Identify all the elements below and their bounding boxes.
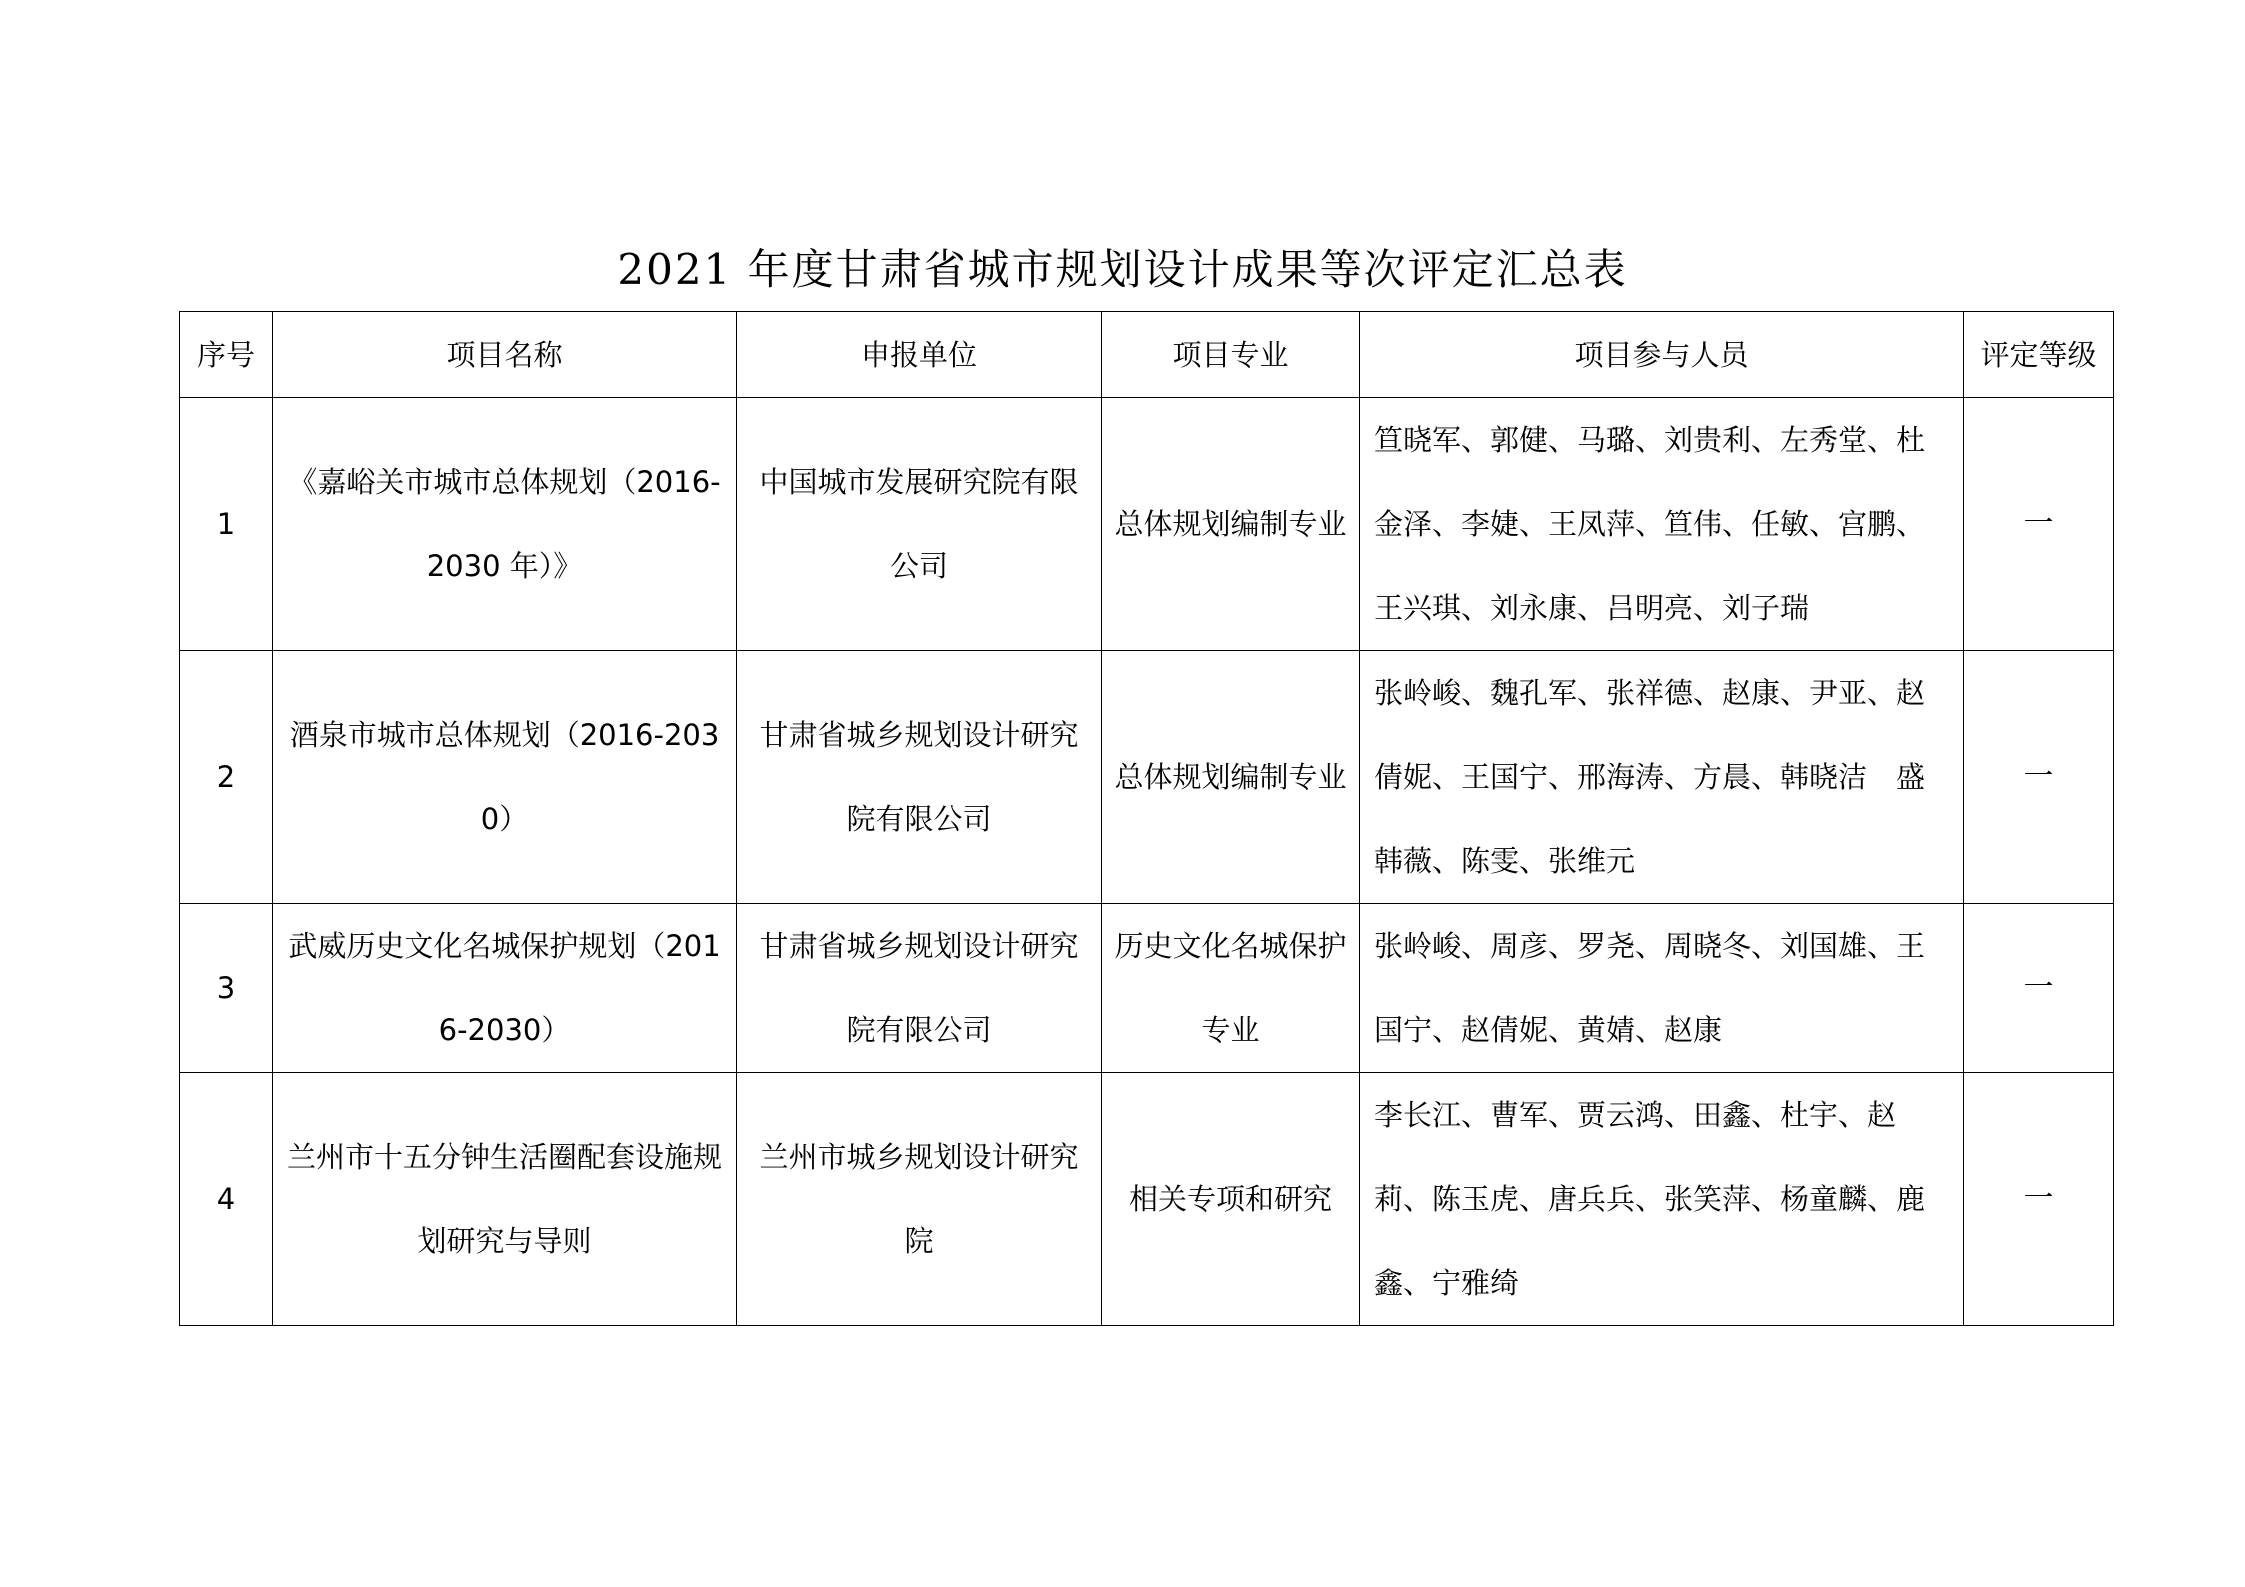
table-row	[180, 398, 2114, 651]
cell-members: 李长江、曹军、贾云鸿、田鑫、杜宇、赵 莉、陈玉虎、唐兵兵、张笑萍、杨童麟、鹿鑫、宁雅绮	[1360, 1073, 1964, 1326]
cell-members: 笪晓军、郭健、马璐、刘贵利、左秀堂、杜金泽、李婕、王凤萍、笪伟、任敏、宫鹏、王兴琪、刘永康、吕明亮、刘子瑞	[1360, 398, 1964, 651]
cell-project-name: 武威历史文化名城保护规划（2016-2030）	[273, 904, 737, 1073]
cell-grade: 一	[1964, 651, 2114, 904]
cell-members: 张岭峻、魏孔军、张祥德、赵康、尹亚、赵倩妮、王国宁、邢海涛、方晨、韩晓洁 盛韩薇、陈雯、张维元	[1360, 651, 1964, 904]
header-members: 项目参与人员	[1360, 312, 1964, 398]
cell-applicant-unit: 兰州市城乡规划设计研究院	[737, 1073, 1102, 1326]
cell-grade: 一	[1964, 904, 2114, 1073]
cell-no: 3	[180, 904, 273, 1073]
cell-project-name: 酒泉市城市总体规划（2016-2030）	[273, 651, 737, 904]
header-project-name: 项目名称	[273, 312, 737, 398]
table-row	[180, 904, 2114, 1073]
cell-grade: 一	[1964, 1073, 2114, 1326]
cell-specialty: 总体规划编制专业	[1102, 651, 1360, 904]
summary-table	[179, 311, 2114, 1326]
table-row	[180, 651, 2114, 904]
cell-no: 1	[180, 398, 273, 651]
cell-specialty: 总体规划编制专业	[1102, 398, 1360, 651]
cell-applicant-unit: 甘肃省城乡规划设计研究院有限公司	[737, 651, 1102, 904]
header-grade: 评定等级	[1964, 312, 2114, 398]
cell-no: 4	[180, 1073, 273, 1326]
table-row	[180, 1073, 2114, 1326]
cell-project-name: 兰州市十五分钟生活圈配套设施规划研究与导则	[273, 1073, 737, 1326]
cell-grade: 一	[1964, 398, 2114, 651]
table-header-row	[180, 312, 2114, 398]
cell-specialty: 相关专项和研究	[1102, 1073, 1360, 1326]
header-applicant-unit: 申报单位	[737, 312, 1102, 398]
header-no: 序号	[180, 312, 273, 398]
cell-applicant-unit: 甘肃省城乡规划设计研究院有限公司	[737, 904, 1102, 1073]
cell-project-name: 《嘉峪关市城市总体规划（2016-2030 年）》	[273, 398, 737, 651]
cell-no: 2	[180, 651, 273, 904]
header-specialty: 项目专业	[1102, 312, 1360, 398]
cell-members: 张岭峻、周彦、罗尧、周晓冬、刘国雄、王国宁、赵倩妮、黄婧、赵康	[1360, 904, 1964, 1073]
page-title: 2021 年度甘肃省城市规划设计成果等次评定汇总表	[617, 245, 1628, 294]
cell-specialty: 历史文化名城保护专业	[1102, 904, 1360, 1073]
cell-applicant-unit: 中国城市发展研究院有限公司	[737, 398, 1102, 651]
